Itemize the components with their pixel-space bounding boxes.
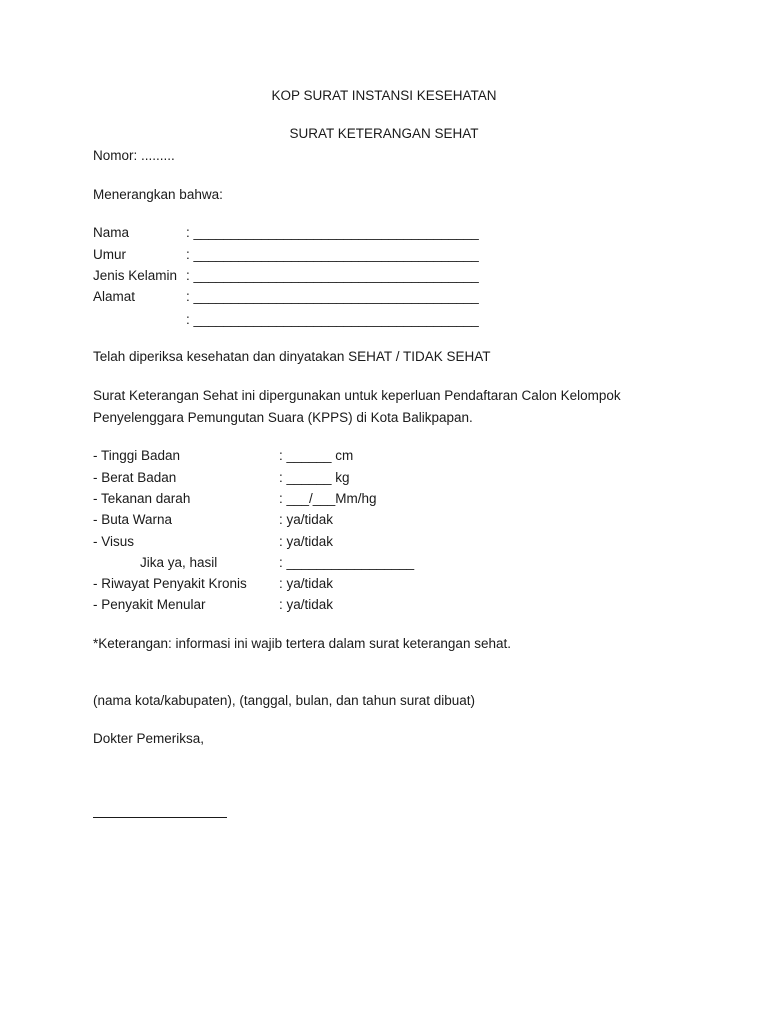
health-item-label: - Tekanan darah [93,491,191,506]
document-title: SURAT KETERANGAN SEHAT [289,126,479,141]
identity-value: : ______________________________________ [186,268,479,283]
health-item-label: Jika ya, hasil [140,555,218,570]
signature-line [93,817,227,818]
signatory-text: Dokter Pemeriksa, [93,731,205,746]
identity-label: Umur [93,247,126,262]
health-item-label: - Penyakit Menular [93,597,206,612]
purpose-line: Surat Keterangan Sehat ini dipergunakan untuk keperluan Pendaftaran Calon Kelompok [93,388,621,403]
identity-value: : ______________________________________ [186,312,479,327]
identity-value: : ______________________________________ [186,289,479,304]
intro-text: Menerangkan bahwa: [93,187,223,202]
identity-value: : ______________________________________ [186,225,479,240]
health-item-value: : ______ cm [279,448,354,463]
identity-label: Alamat [93,289,136,304]
health-item-value: : _________________ [279,555,415,570]
health-item-value: : ______ kg [279,470,350,485]
health-item-label: - Buta Warna [93,512,173,527]
document-number: Nomor: ......... [93,148,175,163]
place-date-text: (nama kota/kabupaten), (tanggal, bulan, dan tahun surat dibuat) [93,693,476,708]
health-item-value: : ya/tidak [279,512,334,527]
health-item-label: - Riwayat Penyakit Kronis [93,576,247,591]
health-item-value: : ___/___Mm/hg [279,491,377,506]
examination-result: Telah diperiksa kesehatan dan dinyatakan SEHAT / TIDAK SEHAT [93,349,491,364]
health-item-label: - Visus [93,534,135,549]
health-item-value: : ya/tidak [279,534,334,549]
letterhead: KOP SURAT INSTANSI KESEHATAN [271,88,497,103]
identity-label: Nama [93,225,130,240]
purpose-line: Penyelenggara Pemungutan Suara (KPPS) di Kota Balikpapan. [93,410,473,425]
note-text: *Keterangan: informasi ini wajib tertera dalam surat keterangan sehat. [93,636,511,651]
health-item-label: - Tinggi Badan [93,448,181,463]
health-item-value: : ya/tidak [279,597,334,612]
identity-label: Jenis Kelamin [93,268,178,283]
identity-value: : ______________________________________ [186,247,479,262]
health-item-value: : ya/tidak [279,576,334,591]
health-item-label: - Berat Badan [93,470,177,485]
